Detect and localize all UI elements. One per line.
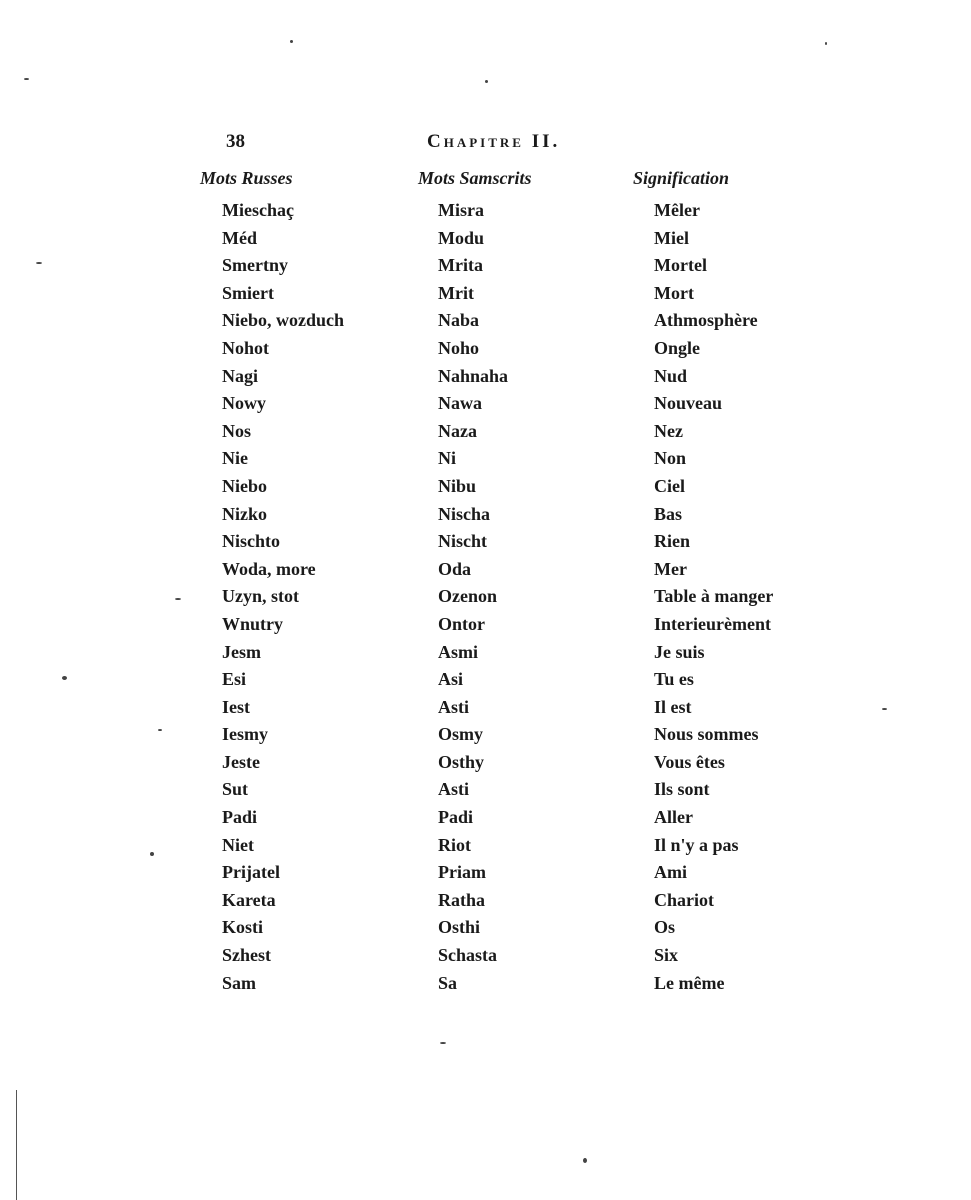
sanskrit-word: Nawa	[438, 393, 482, 414]
table-row	[0, 666, 971, 694]
russian-word: Sut	[222, 779, 249, 800]
table-row	[0, 280, 971, 308]
russian-word: Iest	[222, 696, 250, 717]
meaning-word: Table à manger	[654, 586, 774, 607]
russian-word: Nagi	[222, 365, 258, 386]
russian-word: Prijatel	[222, 862, 280, 883]
russian-word: Smertny	[222, 255, 288, 276]
table-row	[0, 197, 971, 225]
scan-edge-line	[16, 1090, 17, 1200]
scan-speck	[825, 42, 827, 45]
meaning-word: Nouveau	[654, 393, 723, 414]
page-number: 38	[226, 131, 245, 152]
scan-speck	[290, 40, 293, 43]
column-header-russian: Mots Russes	[200, 168, 293, 188]
meaning-word: Chariot	[654, 889, 714, 910]
scan-speck	[583, 1158, 587, 1163]
table-row	[0, 445, 971, 473]
meaning-word: Ils sont	[654, 779, 710, 800]
meaning-word: Bas	[654, 503, 683, 524]
running-head: Chapitre II.	[427, 131, 561, 152]
scan-speck	[485, 80, 488, 83]
russian-word: Mieschaç	[222, 200, 294, 220]
russian-word: Uzyn, stot	[222, 586, 299, 607]
table-row	[0, 776, 971, 804]
sanskrit-word: Osthy	[438, 751, 485, 772]
column-header-meaning: Signification	[633, 168, 730, 188]
meaning-word: Six	[654, 945, 679, 966]
meaning-word: Athmosphère	[654, 310, 758, 331]
sanskrit-word: Mrit	[438, 282, 474, 303]
table-row	[0, 749, 971, 777]
table-row	[0, 694, 971, 722]
meaning-word: Je suis	[654, 641, 705, 662]
russian-word: Szhest	[222, 945, 271, 966]
meaning-word: Il n'y a pas	[654, 834, 739, 855]
scan-speck	[440, 1042, 446, 1044]
russian-word: Niet	[222, 834, 254, 855]
table-row	[0, 639, 971, 667]
sanskrit-word: Oda	[438, 558, 472, 579]
word-table	[0, 197, 971, 997]
sanskrit-word: Ni	[438, 448, 456, 469]
russian-word: Nie	[222, 448, 248, 469]
meaning-word: Miel	[654, 227, 689, 248]
table-row	[0, 721, 971, 749]
scan-speck	[158, 729, 162, 731]
russian-word: Nischto	[222, 531, 280, 552]
russian-word: Sam	[222, 972, 257, 993]
table-row	[0, 611, 971, 639]
meaning-word: Mer	[654, 558, 687, 579]
russian-word: Kosti	[222, 917, 264, 938]
russian-word: Niebo	[222, 475, 267, 496]
sanskrit-word: Riot	[438, 834, 471, 855]
sanskrit-word: Modu	[438, 227, 485, 248]
table-row	[0, 583, 971, 611]
russian-word: Wnutry	[222, 613, 284, 634]
meaning-word: Ongle	[654, 337, 701, 358]
russian-word: Jesm	[222, 641, 261, 662]
meaning-word: Mort	[654, 282, 694, 303]
russian-word: Woda, more	[222, 558, 316, 579]
scan-speck	[36, 262, 42, 264]
table-row	[0, 307, 971, 335]
scan-speck	[882, 708, 887, 710]
sanskrit-word: Misra	[438, 200, 484, 220]
meaning-word: Aller	[654, 807, 693, 828]
sanskrit-word: Asmi	[438, 641, 478, 662]
sanskrit-word: Padi	[438, 807, 474, 828]
meaning-word: Nud	[654, 365, 688, 386]
sanskrit-word: Nischa	[438, 503, 491, 524]
meaning-word: Nez	[654, 420, 683, 441]
meaning-word: Os	[654, 917, 676, 938]
sanskrit-word: Schasta	[438, 945, 498, 966]
table-row	[0, 942, 971, 970]
meaning-word: Il est	[654, 696, 692, 717]
table-row	[0, 914, 971, 942]
russian-word: Nohot	[222, 337, 270, 358]
table-row	[0, 473, 971, 501]
column-header-sanskrit: Mots Samscrits	[418, 168, 532, 188]
table-row	[0, 501, 971, 529]
sanskrit-word: Ratha	[438, 889, 486, 910]
table-row	[0, 252, 971, 280]
sanskrit-word: Osthi	[438, 917, 481, 938]
sanskrit-word: Asi	[438, 669, 464, 690]
sanskrit-word: Naba	[438, 310, 480, 331]
russian-word: Padi	[222, 807, 258, 828]
meaning-word: Non	[654, 448, 687, 469]
meaning-word: Nous sommes	[654, 724, 759, 745]
table-row	[0, 528, 971, 556]
sanskrit-word: Sa	[438, 972, 458, 993]
table-row	[0, 363, 971, 391]
sanskrit-word: Nibu	[438, 475, 477, 496]
scan-speck	[62, 676, 67, 680]
russian-word: Iesmy	[222, 724, 268, 745]
meaning-word: Rien	[654, 531, 690, 552]
table-row	[0, 804, 971, 832]
russian-word: Esi	[222, 669, 247, 690]
russian-word: Jeste	[222, 751, 260, 772]
sanskrit-word: Nischt	[438, 531, 487, 552]
table-row	[0, 390, 971, 418]
table-row	[0, 859, 971, 887]
table-row	[0, 225, 971, 253]
russian-word: Méd	[222, 227, 257, 248]
meaning-word: Mortel	[654, 255, 707, 276]
table-row	[0, 832, 971, 860]
sanskrit-word: Priam	[438, 862, 486, 883]
sanskrit-word: Asti	[438, 779, 469, 800]
russian-word: Kareta	[222, 889, 276, 910]
meaning-word: Interieurèment	[654, 613, 771, 634]
table-row	[0, 970, 971, 998]
table-row	[0, 556, 971, 584]
russian-word: Nos	[222, 420, 252, 441]
meaning-word: Ami	[654, 862, 687, 883]
sanskrit-word: Mrita	[438, 255, 483, 276]
meaning-word: Ciel	[654, 475, 685, 496]
meaning-word: Le même	[654, 972, 725, 993]
scan-speck	[175, 598, 181, 600]
meaning-word: Tu es	[654, 669, 694, 690]
scan-speck	[24, 78, 29, 80]
russian-word: Nowy	[222, 393, 266, 414]
sanskrit-word: Naza	[438, 420, 477, 441]
sanskrit-word: Asti	[438, 696, 469, 717]
russian-word: Niebo, wozduch	[222, 310, 345, 331]
scan-speck	[150, 852, 154, 856]
sanskrit-word: Noho	[438, 337, 480, 358]
sanskrit-word: Ozenon	[438, 586, 498, 607]
meaning-word: Mêler	[654, 200, 700, 220]
table-row	[0, 887, 971, 915]
table-row	[0, 335, 971, 363]
meaning-word: Vous êtes	[654, 751, 725, 772]
table-row	[0, 418, 971, 446]
sanskrit-word: Nahnaha	[438, 365, 509, 386]
russian-word: Smiert	[222, 282, 274, 303]
sanskrit-word: Ontor	[438, 613, 485, 634]
russian-word: Nizko	[222, 503, 267, 524]
sanskrit-word: Osmy	[438, 724, 483, 745]
